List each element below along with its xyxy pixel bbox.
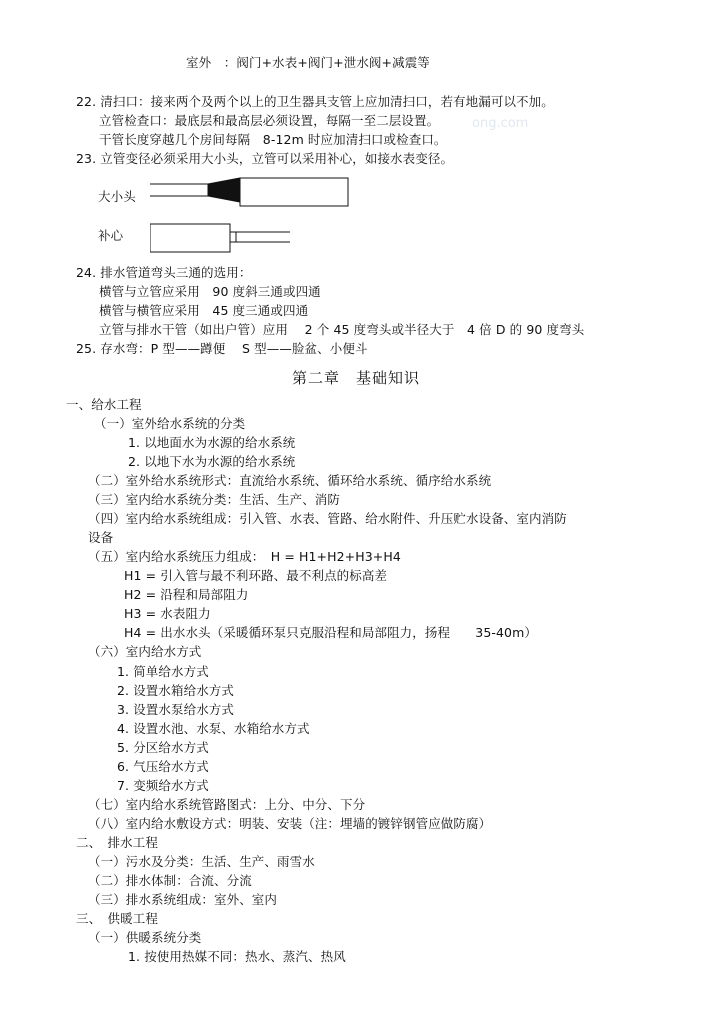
formula-h4: H4 = 出水水头（采暖循环泵只克服沿程和局部阻力，扬程 35-40m）	[124, 625, 537, 640]
item-24-vertical-main: 立管与排水干管（如出户管）应用 2 个 45 度弯头或半径大于 4 倍 D 的 90 度弯头	[99, 322, 585, 337]
drainage-subsection-1: （一）污水及分类：生活、生产、雨雪水	[88, 854, 315, 869]
outdoor-fittings-line: 室外 ：阀门+水表+阀门+泄水阀+减震等	[186, 55, 430, 70]
chapter-title: 第二章 基础知识	[292, 369, 421, 387]
subsection-6: （六）室内给水方式	[88, 644, 202, 659]
item-22-cleanout: 22. 清扫口：接来两个及两个以上的卫生器具支管上应加清扫口，若有地漏可以不加。	[76, 94, 554, 109]
item-25-trap: 25. 存水弯：P 型——蹲便 S 型——脸盆、小便斗	[76, 341, 368, 356]
list-item: 4. 设置水池、水泵、水箱给水方式	[117, 721, 310, 736]
subsection-8: （八）室内给水敷设方式：明装、安装（注：埋墙的镀锌钢管应做防腐）	[88, 816, 492, 831]
list-item: 1. 简单给水方式	[117, 664, 209, 679]
subsection-3: （三）室内给水系统分类：生活、生产、消防	[88, 492, 341, 507]
reducer-large-pipe	[240, 178, 348, 206]
reducer-cone	[208, 178, 240, 202]
subsection-1: （一）室外给水系统的分类	[94, 416, 246, 431]
list-item: 3. 设置水泵给水方式	[117, 702, 234, 717]
item-23-reducer: 23. 立管变径必须采用大小头，立管可以采用补心，如接水表变径。	[76, 151, 454, 166]
item-24-heading: 24. 排水管道弯头三通的选用：	[76, 265, 252, 280]
watermark: ong.com	[472, 116, 529, 131]
section-heating: 三、 供暖工程	[76, 911, 158, 926]
item-24-horizontal-horizontal: 横管与横管应采用 45 度三通或四通	[99, 303, 309, 318]
drainage-subsection-2: （二）排水体制：合流、分流	[88, 873, 252, 888]
item-22-main-pipe-length: 干管长度穿越几个房间每隔 8-12m 时应加清扫口或检查口。	[99, 132, 447, 147]
list-item: 2. 以地下水为水源的给水系统	[128, 454, 296, 469]
list-item: 2. 设置水箱给水方式	[117, 683, 234, 698]
list-item: 7. 变频给水方式	[117, 778, 209, 793]
pipe-fittings-diagram	[150, 176, 350, 256]
list-item: 5. 分区给水方式	[117, 740, 209, 755]
list-item: 6. 气压给水方式	[117, 759, 209, 774]
subsection-4-continued: 设备	[88, 530, 114, 545]
item-22-inspection-port: 立管检查口：最底层和最高层必须设置，每隔一至二层设置。	[99, 113, 440, 128]
subsection-4: （四）室内给水系统组成：引入管、水表、管路、给水附件、升压贮水设备、室内消防	[88, 511, 567, 526]
subsection-2: （二）室外给水系统形式：直流给水系统、循环给水系统、循序给水系统	[88, 473, 492, 488]
figure-label-bushing: 补心	[98, 228, 124, 243]
formula-h2: H2 = 沿程和局部阻力	[124, 587, 249, 602]
drainage-subsection-3: （三）排水系统组成：室外、室内	[88, 892, 278, 907]
bushing-body	[150, 224, 230, 252]
section-drainage: 二、 排水工程	[76, 835, 158, 850]
heating-subsection-1: （一）供暖系统分类	[88, 930, 202, 945]
formula-h1: H1 = 引入管与最不利环路、最不利点的标高差	[124, 568, 388, 583]
list-item: 1. 以地面水为水源的给水系统	[128, 435, 296, 450]
figure-label-reducer: 大小头	[98, 189, 136, 204]
list-item: 1. 按使用热媒不同：热水、蒸汽、热风	[128, 949, 346, 964]
subsection-7: （七）室内给水系统管路图式：上分、中分、下分	[88, 797, 366, 812]
subsection-5: （五）室内给水系统压力组成： H = H1+H2+H3+H4	[88, 549, 401, 564]
formula-h3: H3 = 水表阻力	[124, 606, 211, 621]
section-water-supply: 一、给水工程	[66, 397, 142, 412]
item-24-horizontal-vertical: 横管与立管应采用 90 度斜三通或四通	[99, 284, 321, 299]
